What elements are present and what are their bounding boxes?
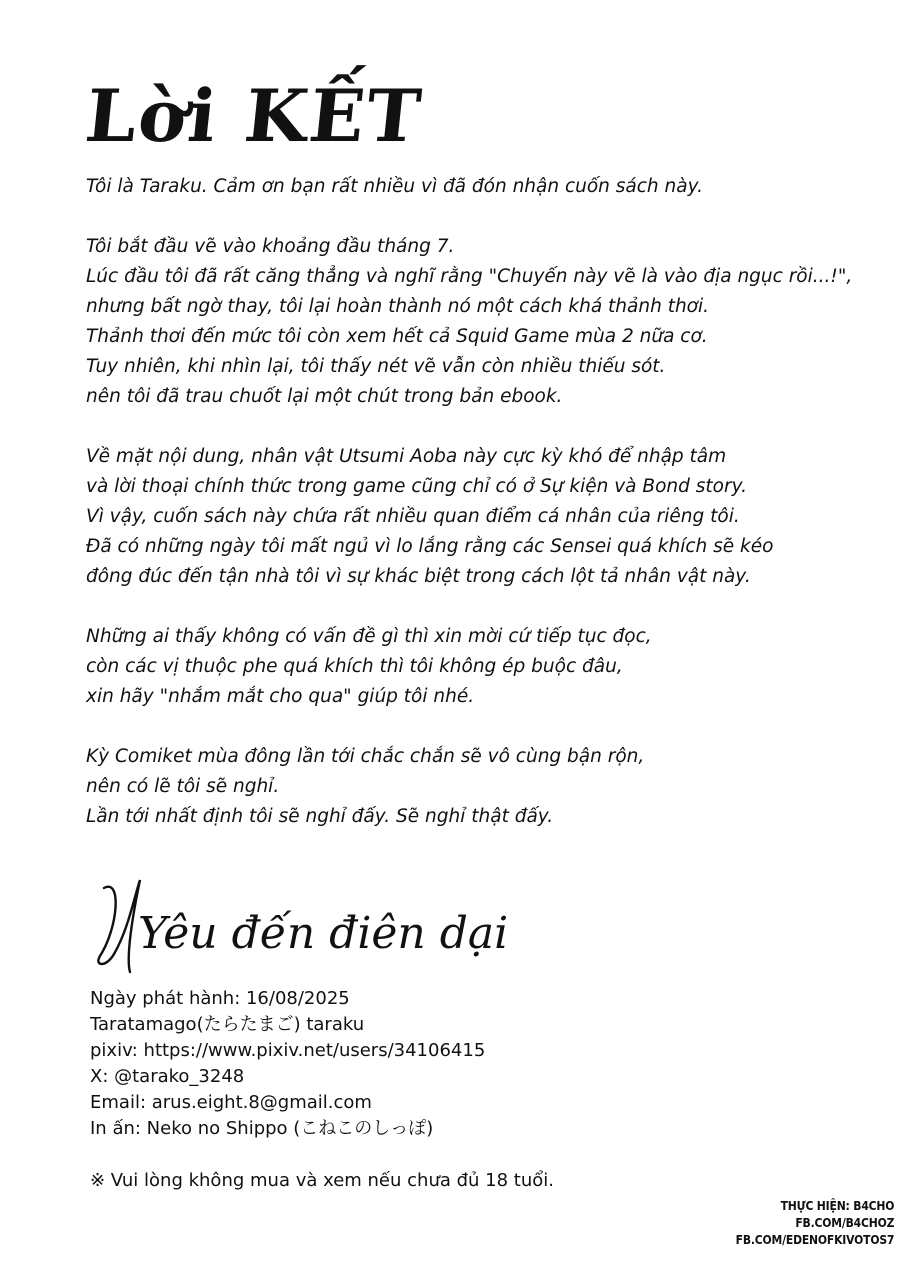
text-line: Vì vậy, cuốn sách này chứa rất nhiều quan điểm cá nhân của riêng tôi. xyxy=(86,506,740,527)
text-line: nên có lẽ tôi sẽ nghỉ. xyxy=(86,776,280,797)
text-line: đông đúc đến tận nhà tôi vì sự khác biệt trong cách lột tả nhân vật này. xyxy=(86,566,751,587)
text-line: xin hãy "nhắm mắt cho qua" giúp tôi nhé. xyxy=(86,686,475,707)
release-date: Ngày phát hành: 16/08/2025 xyxy=(90,988,350,1009)
age-notice: ※ Vui lòng không mua và xem nếu chưa đủ 18 tuổi. xyxy=(90,1170,554,1191)
paragraph xyxy=(86,622,846,712)
text-line: Tôi bắt đầu vẽ vào khoảng đầu tháng 7. xyxy=(86,236,455,257)
credit-line: FB.COM/B4CHOZ xyxy=(795,1216,894,1230)
x-handle[interactable]: X: @tarako_3248 xyxy=(90,1066,245,1087)
email-address[interactable]: Email: arus.eight.8@gmail.com xyxy=(90,1092,372,1113)
text-line: và lời thoại chính thức trong game cũng chỉ có ở Sự kiện và Bond story. xyxy=(86,476,747,497)
signature-stroke xyxy=(98,880,140,972)
text-line: Về mặt nội dung, nhân vật Utsumi Aoba này cực kỳ khó để nhập tâm xyxy=(86,446,727,467)
printer-name: In ấn: Neko no Shippo (こねこのしっぽ) xyxy=(90,1118,434,1139)
circle-name: Taratamago(たらたまご) taraku xyxy=(90,1014,365,1035)
text-line: Những ai thấy không có vấn đề gì thì xin mời cứ tiếp tục đọc, xyxy=(86,626,652,647)
afterword-body xyxy=(86,172,853,862)
paragraph xyxy=(86,742,846,832)
text-line: Lần tới nhất định tôi sẽ nghỉ đấy. Sẽ nghỉ thật đấy. xyxy=(86,806,554,827)
paragraph xyxy=(86,232,853,412)
text-line: Lúc đầu tôi đã rất căng thẳng và nghĩ rằng "Chuyến này vẽ là vào địa ngục rồi...!", xyxy=(86,266,853,287)
text-line: Kỳ Comiket mùa đông lần tới chắc chắn sẽ vô cùng bận rộn, xyxy=(86,746,645,767)
paragraph xyxy=(86,442,846,592)
text-line: Đã có những ngày tôi mất ngủ vì lo lắng rằng các Sensei quá khích sẽ kéo xyxy=(86,536,774,557)
pixiv-link[interactable]: pixiv: https://www.pixiv.net/users/34106415 xyxy=(90,1040,486,1061)
signature-text: Yêu đến điên dại xyxy=(138,908,509,959)
text-line: nhưng bất ngờ thay, tôi lại hoàn thành nó một cách khá thảnh thơi. xyxy=(86,296,710,317)
translator-credit xyxy=(735,1198,894,1249)
colophon xyxy=(90,986,485,1142)
text-line: Thảnh thơi đến mức tôi còn xem hết cả Squid Game mùa 2 nữa cơ. xyxy=(86,326,708,347)
credit-line: FB.COM/EDENOFKIVOTOS7 xyxy=(735,1233,894,1247)
page-title: Lời KẾT xyxy=(81,73,427,158)
paragraph xyxy=(86,172,846,202)
text-line: nên tôi đã trau chuốt lại một chút trong bản ebook. xyxy=(86,386,563,407)
text-line: còn các vị thuộc phe quá khích thì tôi không ép buộc đâu, xyxy=(86,656,623,677)
handwritten-signature xyxy=(92,868,532,978)
text-line: Tôi là Taraku. Cảm ơn bạn rất nhiều vì đã đón nhận cuốn sách này. xyxy=(86,176,703,197)
credit-line: THỰC HIỆN: B4CHO xyxy=(780,1199,894,1213)
text-line: Tuy nhiên, khi nhìn lại, tôi thấy nét vẽ vẫn còn nhiều thiếu sót. xyxy=(86,356,666,377)
